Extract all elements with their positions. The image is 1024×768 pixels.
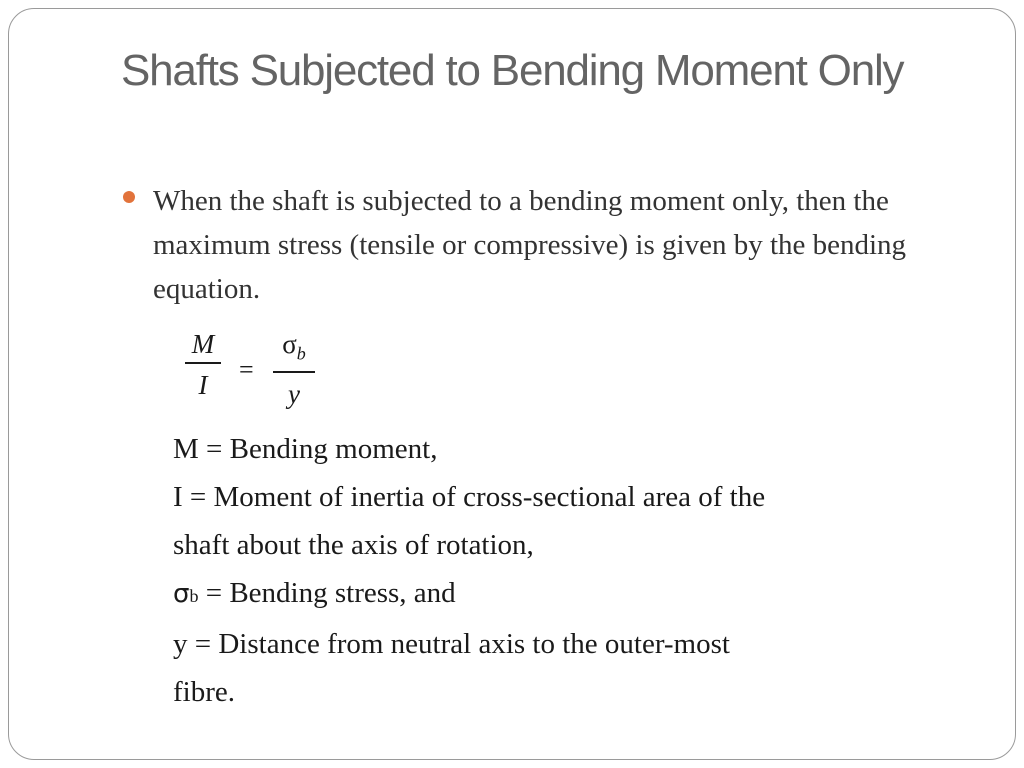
definition-m: M = Bending moment, [173,433,438,465]
sigma-def-subscript: b [189,586,199,606]
variable-definitions [173,425,933,716]
sigma-def-text: = Bending stress, and [198,577,456,609]
sigma-symbol: σ [282,329,297,359]
definition-i-line2: shaft about the axis of rotation, [173,529,534,561]
sigma-def-symbol: σ [173,579,190,609]
definition-y-line1: y = Distance from neutral axis to the outer-most [173,628,730,660]
bending-equation [181,327,321,415]
bullet-dot-icon [123,191,135,203]
definition-y-line2: fibre. [173,676,235,708]
equals-sign: = [239,355,254,384]
bullet-item [123,179,953,311]
equation-y: y [288,379,300,410]
fraction-bar [273,371,315,373]
equation-sigma-b [273,327,315,370]
definition-i-line1: I = Moment of inertia of cross-sectional area of the [173,481,766,513]
slide-title: Shafts Subjected to Bending Moment Only [121,46,904,95]
equation-i: I [198,370,208,400]
fraction-sigma-over-y [273,327,315,411]
fraction-m-over-i [185,327,221,402]
definition-sigma [173,569,933,620]
fraction-bar [185,362,221,364]
bullet-text: When the shaft is subjected to a bending moment only, then the maximum stress (tensile or compressive) is given by the bending equation. [153,185,907,305]
slide-frame [8,8,1016,760]
equation-m: M [191,329,215,359]
sigma-subscript: b [296,343,306,364]
